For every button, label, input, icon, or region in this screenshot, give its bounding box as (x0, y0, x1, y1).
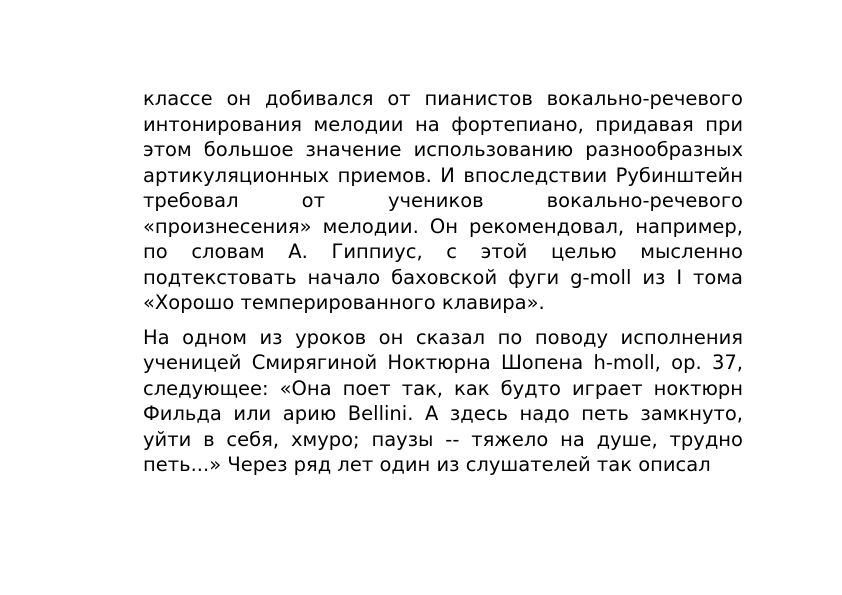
paragraph-2: На одном из уроков он сказал по поводу исполнения ученицей Смирягиной Ноктюрна Шопена h-moll, op. 37, следующее: «Она поет так, как будто играет ноктюрн Фильда или арию Bellini. А здесь надо петь замкнуто, уйти в себя, хмуро; паузы -- тяжело на душе, трудно петь...» Через ряд лет один из слушателей так описал (143, 325, 743, 476)
body-text (143, 86, 743, 478)
paragraph-1: классе он добивался от пианистов вокально-речевого интонирования мелодии на фортепиано, придавая при этом большое значение использованию разнообразных артикуляционных приемов. И впоследствии Рубинштейн требовал от учеников вокально-речевого «произнесения» мелодии. Он рекомендовал, например, по словам А. Гиппиус, с этой целью мысленно подтекстовать начало баховской фуги g-moll из I тома «Хорошо темперированного клавира». (143, 87, 743, 314)
